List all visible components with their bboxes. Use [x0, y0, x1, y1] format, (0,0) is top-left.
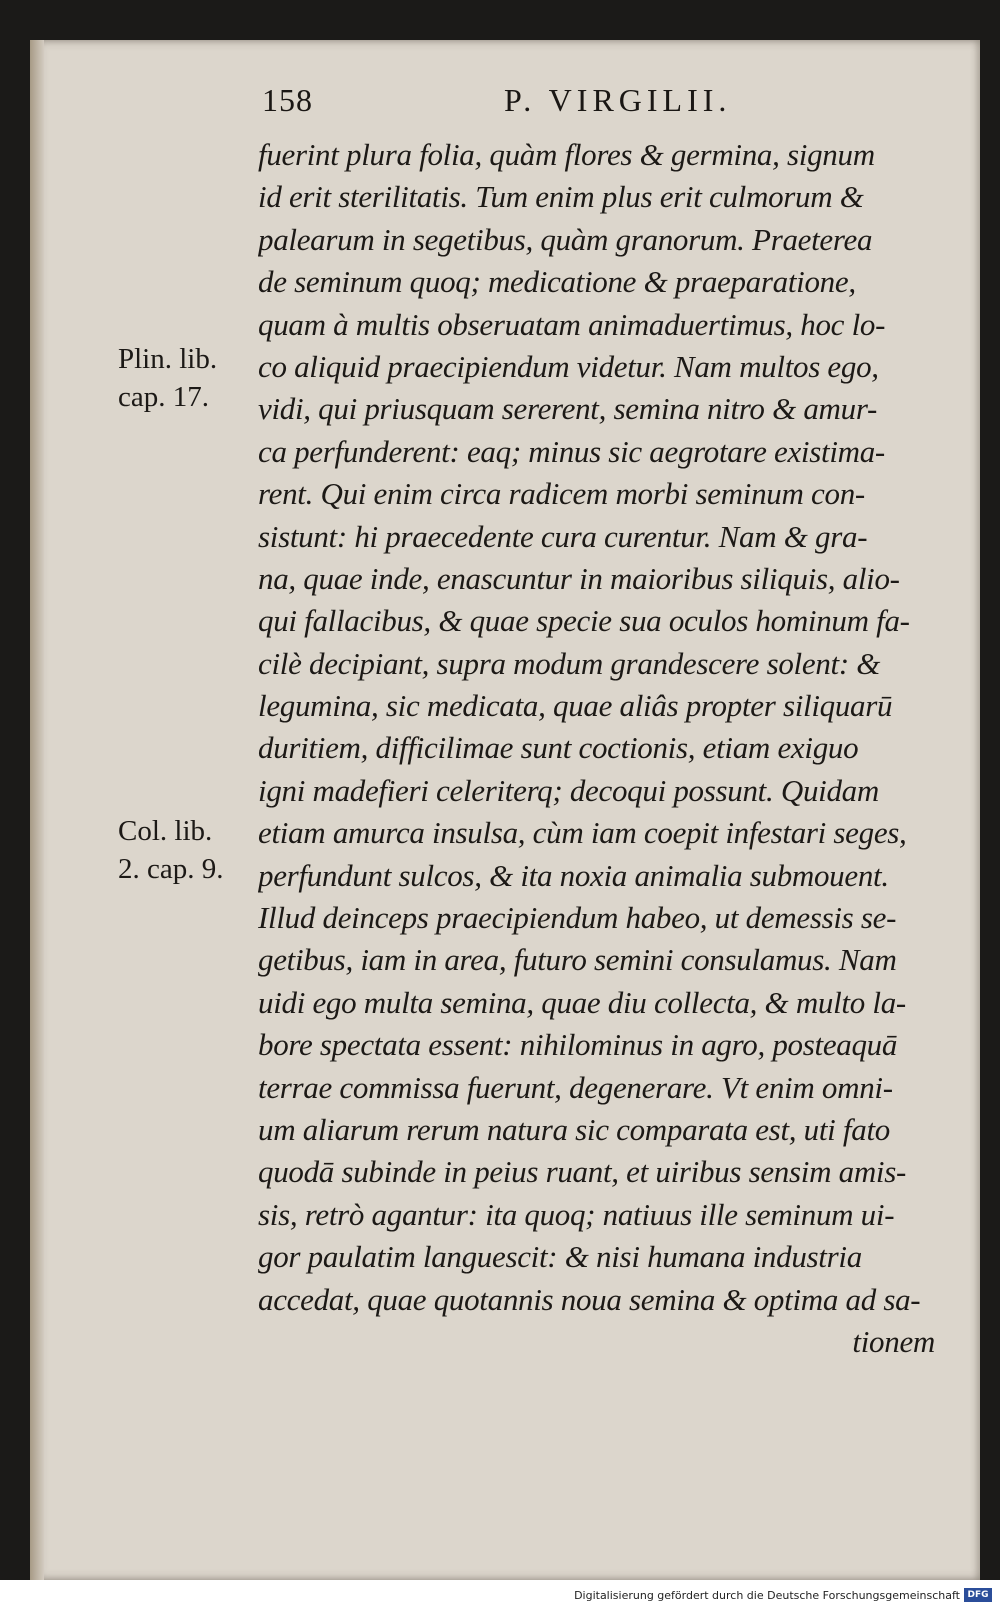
page-gutter-shadow: [30, 40, 44, 1580]
text-line: fuerint plura folia, quàm flores & germina, signum: [258, 137, 875, 172]
page-header: [262, 82, 952, 132]
margin-note-columella: [118, 812, 258, 888]
text-line: sis, retrò agantur: ita quoq; natiuus ille seminum ui-: [258, 1196, 895, 1232]
text-line: palearum in segetibus, quàm granorum. Praeterea: [258, 221, 873, 257]
text-line: Illud deinceps praecipiendum habeo, ut demessis se-: [258, 900, 897, 936]
margin-note-line: Col. lib.: [118, 815, 213, 847]
text-line: vidi, qui priusquam sererent, semina nitro & amur-: [258, 391, 877, 427]
text-line: um aliarum rerum natura sic comparata est, uti fato: [258, 1111, 890, 1147]
text-line: etiam amurca insulsa, cùm iam coepit infestari seges,: [258, 815, 907, 851]
text-line: ca perfunderent: eaq; minus sic aegrotare existima-: [258, 433, 885, 469]
text-line: legumina, sic medicata, quae aliâs propter siliquarū: [258, 688, 893, 724]
margin-note-line: Plin. lib.: [118, 343, 218, 375]
page-number: 158: [262, 82, 313, 118]
text-line: perfundunt sulcos, & ita noxia animalia submouent.: [258, 857, 889, 893]
text-line: igni madefieri celeriterq; decoqui possunt. Quidam: [258, 772, 879, 808]
dfg-logo: DFG: [964, 1588, 992, 1602]
text-line: sistunt: hi praecedente cura curentur. Nam & gra-: [258, 518, 868, 554]
margin-note-pliny: [118, 340, 258, 416]
text-line: quodā subinde in peius ruant, et uiribus sensim amis-: [258, 1154, 907, 1190]
text-line: rent. Qui enim circa radicem morbi seminum con-: [258, 476, 865, 512]
running-head: P. VIRGILII.: [504, 82, 732, 118]
text-line: qui fallacibus, & quae specie sua oculos hominum fa-: [258, 603, 910, 639]
text-line: co aliquid praecipiendum videtur. Nam multos ego,: [258, 348, 879, 384]
text-line: id erit sterilitatis. Tum enim plus erit culmorum &: [258, 179, 864, 215]
margin-note-line: 2. cap. 9.: [118, 853, 224, 885]
text-line: terrae commissa fuerunt, degenerare. Vt enim omni-: [258, 1069, 893, 1105]
text-line: uidi ego multa semina, quae diu collecta, & multo la-: [258, 984, 906, 1020]
text-line: gor paulatim languescit: & nisi humana industria: [258, 1239, 862, 1275]
text-line: accedat, quae quotannis noua semina & optima ad sa-: [258, 1281, 921, 1317]
text-line: na, quae inde, enascuntur in maioribus siliquis, alio-: [258, 560, 900, 596]
text-line: quam à multis obseruatam animaduertimus, hoc lo-: [258, 306, 886, 342]
body-text: [258, 134, 960, 1363]
catchword: tionem: [852, 1323, 935, 1359]
text-line: de seminum quoq; medicatione & praeparatione,: [258, 264, 856, 300]
text-line: bore spectata essent: nihilominus in agro, posteaquā: [258, 1027, 898, 1063]
footer-bar: [0, 1580, 1000, 1611]
text-line: cilè decipiant, supra modum grandescere solent: &: [258, 645, 881, 681]
digitization-credit: Digitalisierung gefördert durch die Deutsche Forschungsgemeinschaft: [574, 1589, 960, 1602]
text-line: duritiem, difficilimae sunt coctionis, etiam exiguo: [258, 730, 859, 766]
margin-note-line: cap. 17.: [118, 381, 209, 413]
text-line: getibus, iam in area, futuro semini consulamus. Nam: [258, 942, 897, 978]
